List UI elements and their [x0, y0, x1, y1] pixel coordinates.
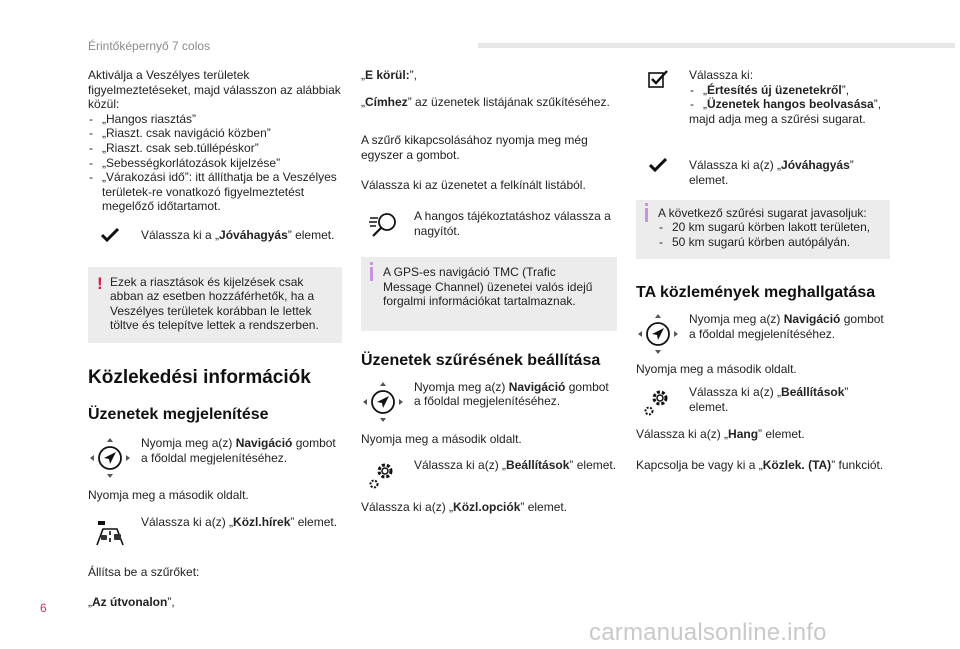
watermark: carmanualsonline.info [589, 619, 827, 646]
page-number: 6 [40, 601, 47, 615]
list-item: - „Riaszt. csak navigáció közben” [88, 126, 342, 141]
around-option-text: „E körül:”, [361, 68, 418, 82]
list-item: - 50 km sugarú körben autópályán. [658, 235, 880, 250]
navigation-text: Nyomja meg a(z) Navigáció gombot a főoldal megjelenítéséhez. [414, 379, 609, 409]
navigation-step [636, 312, 890, 356]
settings-step [636, 385, 890, 419]
settings-text: Válassza ki a(z) „Beállítások” elemet. [414, 458, 617, 473]
navigation-text: Nyomja meg a(z) Navigáció gombot a főoldal megjelenítéséhez. [689, 312, 884, 341]
header-bar [478, 43, 955, 48]
approve-text: Válassza ki a(z) „Jóváhagyás” elemet. [689, 158, 854, 187]
recipients-option-text: „Címhez” az üzenetek listájának szűkítéséhez. [361, 94, 610, 109]
settings-text: Válassza ki a(z) „Beállítások” elemet. [689, 384, 849, 414]
list-item: - „Várakozási idő”: itt állíthatja be a Veszélyes területek-re vonatkozó figyelmeztetést megelőző időtartamot. [88, 170, 342, 214]
warning-box [88, 267, 342, 343]
navigation-icon [361, 380, 405, 424]
column-1 [88, 68, 342, 610]
select-step [636, 68, 890, 126]
section-title: Közlekedési információk [88, 366, 311, 388]
settings-gear-icon [361, 458, 405, 492]
navigation-text: Nyomja meg a(z) Navigáció gombot a főoldal megjelenítéséhez. [141, 435, 336, 465]
list-item: - „Sebességkorlátozások kijelzése” [88, 156, 342, 171]
list-item: - 20 km sugarú körben lakott területen, [658, 220, 880, 235]
navigation-icon [636, 312, 680, 356]
column-2 [361, 68, 617, 515]
news-text: Válassza ki a(z) „Közl.hírek” elemet. [141, 514, 338, 529]
approve-text: Válassza ki a „Jóváhagyás” elemet. [141, 227, 335, 242]
options-text: Válassza ki a(z) „Közl.opciók” elemet. [361, 500, 568, 515]
navigation-step [361, 380, 617, 424]
warning-text: Ezek a riasztások és kijelzések csak abban az esetben hozzáférhetők, ha a Veszélyes területek korábban le lettek töltve és telepítve lettek a rendszerben. [110, 274, 319, 333]
settings-gear-icon [636, 385, 680, 419]
subsection-title: Üzenetek megjelenítése [88, 405, 269, 423]
route-option-text: „Az útvonalon”, [88, 595, 175, 610]
voice-step [361, 209, 617, 241]
second-page-text: Nyomja meg a második oldalt. [88, 487, 249, 502]
sound-text: Válassza ki a(z) „Hang” elemet. [636, 426, 805, 441]
info-icon [645, 208, 648, 222]
list-item: - „Riaszt. csak seb.túllépéskor” [88, 141, 342, 156]
approve-step [88, 228, 342, 243]
checkbox-checked-icon [636, 68, 680, 90]
intro-text: Aktiválja a Veszélyes területek figyelmeztetéseket, majd válasszon az alábbiak közül: [88, 68, 341, 112]
list-item: - „Értesítés új üzenetekről”, [689, 83, 890, 98]
tip-box [636, 200, 890, 260]
traffic-news-icon [88, 515, 132, 549]
select-message-text: Válassza ki az üzenetet a felkínált listából. [361, 178, 586, 193]
info-icon [370, 267, 373, 281]
news-step [88, 515, 342, 549]
subsection-title: Üzenetek szűrésének beállítása [361, 351, 601, 369]
list-item: - „Hangos riasztás” [88, 112, 342, 127]
checkmark-icon [636, 158, 680, 172]
navigation-icon [88, 436, 132, 480]
select-text: Válassza ki: - „Értesítés új üzenetekről”, - „Üzenetek hangos beolvasása”, majd adja meg a szűrési sugarat. [680, 68, 890, 126]
info-box [361, 257, 617, 331]
warning-exclamation-icon: ! [97, 273, 103, 293]
approve-step [636, 158, 890, 187]
second-page-text: Nyomja meg a második oldalt. [361, 431, 522, 446]
info-text: A GPS-es navigáció TMC (Trafic Message Channel) üzenetei valós idejű forgalmi információkat tartalmaznak. [383, 264, 593, 309]
tip-text: A következő szűrési sugarat javasoljuk: [658, 205, 867, 220]
ta-text: Kapcsolja be vagy ki a „Közlek. (TA)” funkciót. [636, 457, 884, 472]
settings-step [361, 458, 617, 492]
second-page-text: Nyomja meg a második oldalt. [636, 362, 797, 377]
navigation-step [88, 436, 342, 480]
list-item: - „Üzenetek hangos beolvasása”, [689, 97, 890, 112]
column-3 [636, 68, 890, 472]
voice-text: A hangos tájékoztatáshoz válassza a nagyítót. [414, 208, 611, 238]
section-title: TA közlemények meghallgatása [636, 284, 876, 302]
filter-text: Állítsa be a szűrőket: [88, 564, 200, 579]
magnifier-sound-icon [361, 209, 405, 241]
alert-options-list [88, 112, 342, 214]
header-title: Érintőképernyő 7 colos [88, 39, 211, 53]
checkmark-icon [88, 228, 132, 242]
filter-off-text: A szűrő kikapcsolásához nyomja meg még egyszer a gombot. [361, 133, 588, 162]
